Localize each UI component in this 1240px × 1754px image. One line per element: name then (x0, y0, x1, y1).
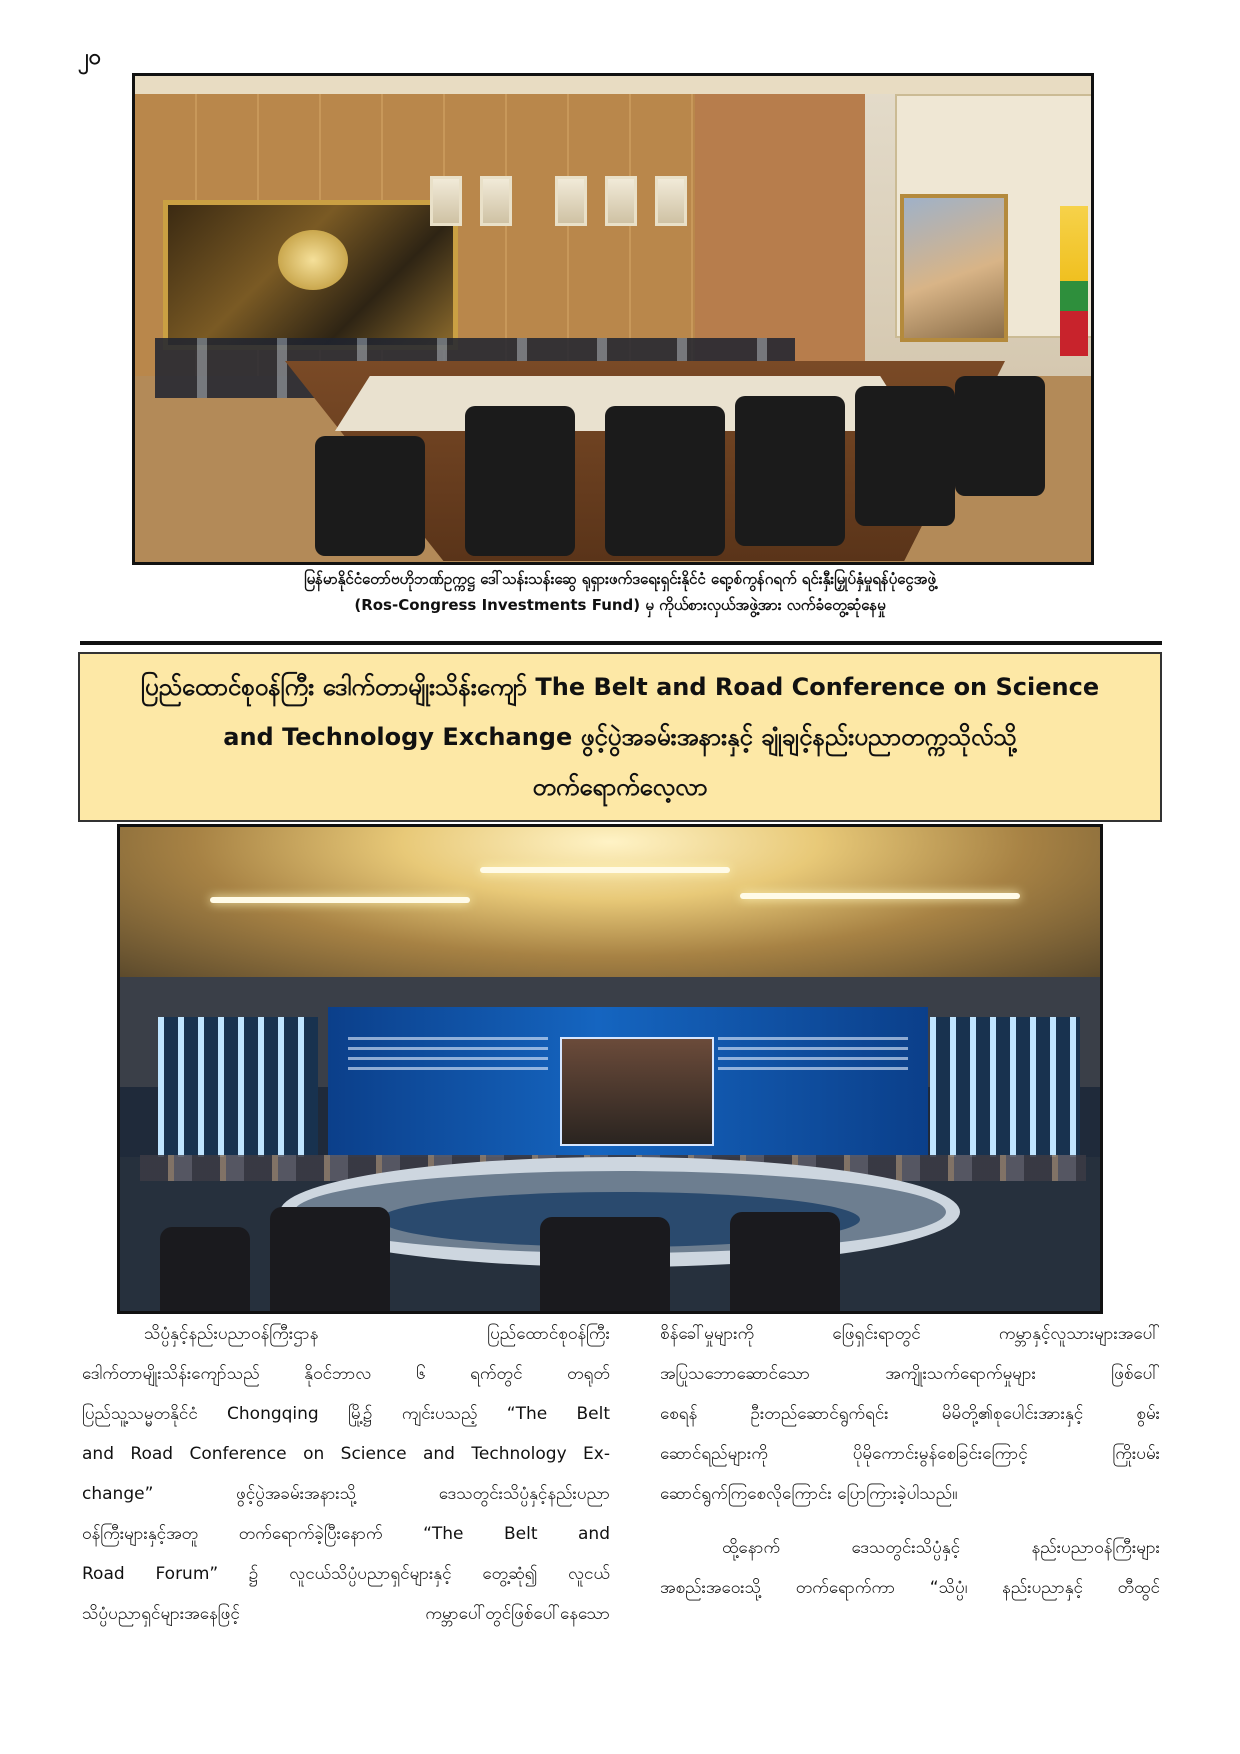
screen-banner (718, 1037, 908, 1077)
headline-box (78, 652, 1162, 822)
chair (735, 396, 845, 546)
photo-caption (130, 566, 1110, 618)
chair (730, 1212, 840, 1314)
chair (270, 1207, 390, 1314)
ceiling-light (210, 897, 470, 903)
portrait (480, 176, 512, 226)
caption-line: (Ros-Congress Investments Fund) မှ ကိုယ်စားလှယ်အဖွဲ့အား လက်ခံတွေ့ဆုံနေမှု (354, 596, 886, 614)
gold-mural (163, 200, 458, 350)
conference-photo (117, 824, 1103, 1314)
flag (1060, 206, 1088, 356)
text-line: ဝန်ကြီးများနှင့်အတူ တက်ရောက်ခဲ့ပြီးနောက် “The Belt and (82, 1524, 610, 1544)
text-line: သိပ္ပံပညာရှင်များအနေဖြင့် ကမ္ဘာပေါ်တွင်ဖြစ်ပေါ်နေသော (82, 1604, 610, 1624)
headline-line: တက်ရောက်လေ့လာ (532, 773, 708, 801)
text-line: Road Forum” ၌ လူငယ်သိပ္ပံပညာရှင်များနှင့် တွေ့ဆုံ၍ လူငယ် (82, 1564, 610, 1584)
mural-ornament (278, 230, 348, 290)
ceiling-light (740, 893, 1020, 899)
article-column-right (660, 1314, 1160, 1608)
speaker-video (560, 1037, 714, 1146)
led-screen (328, 1007, 928, 1157)
screen-banner (348, 1037, 548, 1077)
headline (123, 662, 1117, 812)
chair (160, 1227, 250, 1314)
chair (855, 386, 955, 526)
text-line: ပြည်သူ့သမ္မတနိုင်ငံ Chongqing မြို့၌ ကျင်းပသည့် “The Belt (82, 1404, 610, 1424)
text-line: ဒေါက်တာမျိုးသိန်းကျော်သည် နိုဝင်ဘာလ ၆ ရက်တွင် တရုတ် (82, 1364, 610, 1384)
chair (955, 376, 1045, 496)
text-line: ဆောင်ရွက်ကြစေလိုကြောင်း ပြောကြားခဲ့ပါသည်။ (660, 1484, 958, 1504)
light-panels (930, 1017, 1080, 1162)
text-line: change” ဖွင့်ပွဲအခမ်းအနားသို့ ဒေသတွင်းသိပ္ပံနှင့်နည်းပညာ (82, 1484, 610, 1504)
light-panels (158, 1017, 318, 1162)
text-line: and Road Conference on Science and Technology Ex- (82, 1444, 610, 1464)
wall-painting (900, 194, 1008, 342)
chair (540, 1217, 670, 1314)
wall-column (695, 76, 865, 376)
chair (605, 406, 725, 556)
chair (315, 436, 425, 556)
ceiling (135, 76, 1091, 94)
text-line: အစည်းအဝေးသို့ တက်ရောက်ကာ “သိပ္ပံ၊ နည်းပညာနှင့် တီထွင် (660, 1578, 1160, 1598)
text-line: စိန်ခေါ်မှုများကို ဖြေရှင်းရာတွင် ကမ္ဘာနှင့်လူသားများအပေါ် (660, 1324, 1160, 1344)
chair (465, 406, 575, 556)
text-line: စေရန် ဦးတည်ဆောင်ရွက်ရင်း မိမိတို့၏စုပေါင်းအားနှင့် စွမ်း (660, 1404, 1160, 1424)
text-line: ထို့နောက် ဒေသတွင်းသိပ္ပံနှင့် နည်းပညာဝန်ကြီးများ (722, 1538, 1160, 1558)
headline-line: and Technology Exchange ဖွင့်ပွဲအခမ်းအနားနှင့် ချုံချင့်နည်းပညာတက္ကသိုလ်သို့ (223, 723, 1017, 751)
section-divider (80, 641, 1162, 645)
meeting-photo (132, 73, 1094, 565)
text-line: အပြုသဘောဆောင်သော အကျိုးသက်ရောက်မှုများ ဖြစ်ပေါ် (660, 1364, 1160, 1384)
text-line: သိပ္ပံနှင့်နည်းပညာဝန်ကြီးဌာန ပြည်ထောင်စုဝန်ကြီး (144, 1324, 610, 1344)
portrait (655, 176, 687, 226)
page-number: ၂၀ (78, 45, 102, 70)
headline-line: ပြည်ထောင်စုဝန်ကြီး ဒေါက်တာမျိုးသိန်းကျော် The Belt and Road Conference on Science (140, 673, 1100, 701)
portrait (605, 176, 637, 226)
portrait (555, 176, 587, 226)
ceiling-light (480, 867, 730, 873)
text-line: ဆောင်ရည်များကို ပိုမိုကောင်းမွန်စေခြင်းကြောင့် ကြိုးပမ်း (660, 1444, 1160, 1464)
article-column-left (82, 1314, 610, 1634)
caption-line: မြန်မာနိုင်ငံတော်ဗဟိုဘဏ်ဥက္ကဋ္ဌ ဒေါ်သန်းသန်းဆွေ ရုရှားဖက်ဒရေးရှင်းနိုင်ငံ ရော့စ်ကွန်ဂရက် ရင်းနှီးမြှုပ်နှံမှုရန်ပုံငွေအဖွဲ့ (304, 570, 936, 588)
portrait (430, 176, 462, 226)
